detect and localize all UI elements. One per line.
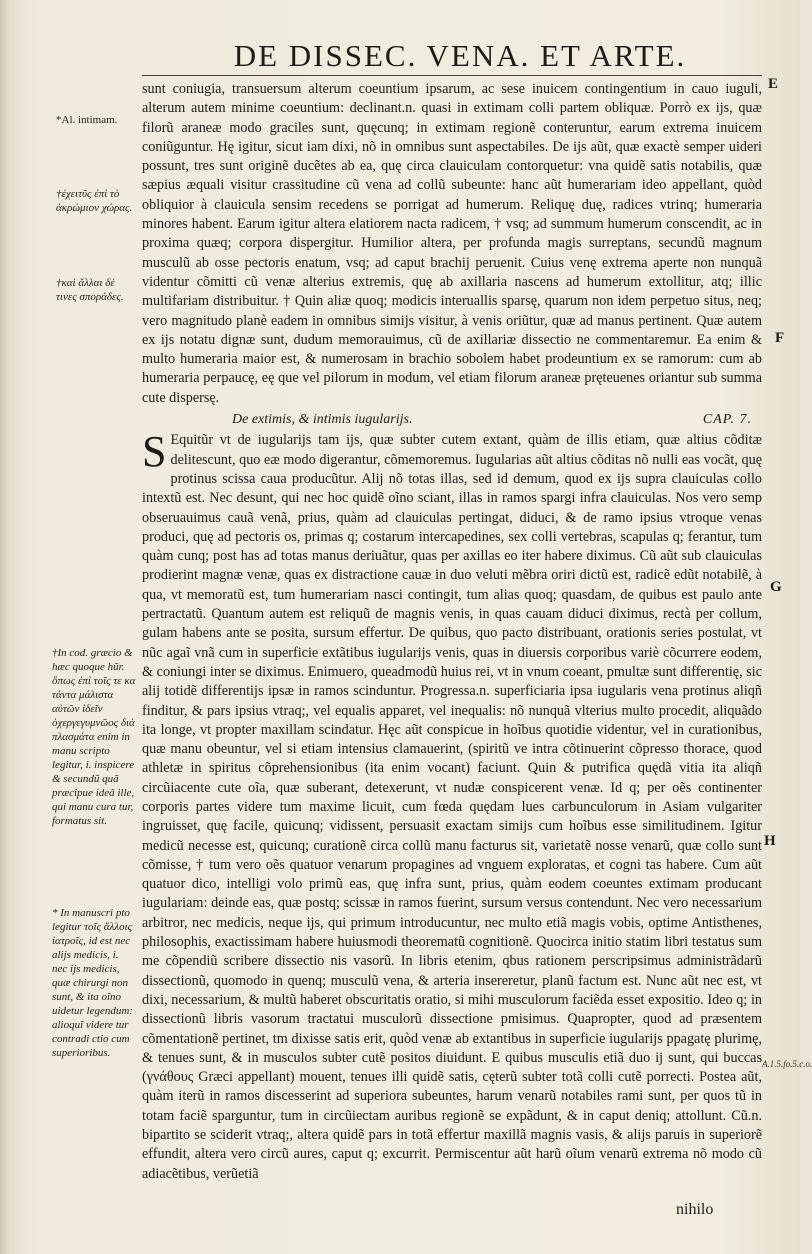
margin-note-1: *Al. intimam. (56, 114, 118, 126)
margin-letter-g: G (770, 579, 782, 595)
margin-note-2: †ἐχειτῦς ἐπὶ τὸ ἀκρώμιον χώρας. (56, 188, 133, 214)
margin-letter-e: E (768, 76, 779, 92)
margin-note-3: †καὶ ἄλλαι δέ τινες σποράδες. (56, 277, 124, 303)
section-heading (142, 410, 762, 429)
margin-letter-f: F (775, 330, 785, 346)
header-rule (142, 75, 762, 76)
page-edge (0, 0, 10, 1254)
catchword: nihilo (676, 1201, 714, 1218)
paragraph-1: sunt coniugia, transuersum alterum coeuntium ipsarum, ac sese inuicem contingentium in cauo iuguli, alterum autem minime coeuntium: declinant.n. quasi in extimam colli partem obliquæ. Porrò ex ijs, quæ filorũ araneæ modo graciles sunt, quęcunq; in extimam regionẽ conteruntur, earum extrema inuicem coniũguntur. Hę igitur, sicut iam dixi, nõ in omnibus sunt aspectabiles. De ijs aũt, quæ exactè semper uideri possunt, tres sunt originẽ ducẽtes ab ea, quę circa clauiculam contorquetur: vna quidẽ satis notabilis, quæ sæpius æquali visitur crassitudine cũ vena ad collũ subeunte: hanc aũt humerariam ideo appellant, quòd obliquior à clauicula sensim recedens se porrigat ad humerum. Reliquę duę, radices vtrinq; humeraria minores habent. Earum igitur altera elatiorem nacta radicem, † vsq; ad summum humerum conscendit, ac in proxima quæq; corpora dispergitur. Humilior altera, per profunda magis surreptans, secundũ magnum musculũ ab osse pectoris enatum, vsq; ad caput brachij peruenit. Cuius venę extrema aperte non nunquã videntur cõmitti cũ venæ alterius extremis, quę ab axillaria nascens ad humerum extollitur, atq; illic multifariam distribuitur. † Quin aliæ quoq; modicis interuallis sparsę, quarum non idem perpetuo situs, neq; vero magnitudo planè eadem in omnibus simijs visitur, à venis oriũtur, quæ ad manus pertinent. Quæ autem ex ijs notatu dignæ sunt, dudum memorauimus, cũ de axillariæ dissectio ne commentaremur. Ea enim & multo humeraria maior est, & numerosam in brachio sobolem habet prodeuntium ex se ramorum: cum ab humeraria perpaucę, eę que vel pilorum in modum, vel etiam filorum araneæ pręteuenes oriantur sub summa cute dispersę. (142, 81, 762, 406)
right-margin-note: A.1.5.fo.5.c.o. (762, 1059, 812, 1069)
page-header: DE DISSEC. VENA. ET ARTE. (233, 38, 687, 73)
margin-letter-h: H (764, 833, 776, 849)
margin-note-4: †In cod. græcio & hæc quoque hũr. ὅπως ἐπὶ τοῖς τε κα τάντα μάλιστα αὐτῶν ἰδεῖν ὀχεργεγυμνῶος διὰ πλασμάτα enim in manu scripto legitur, i. inspicere & secundũ quã præcipue ideã ille, qui manu cura tur, formatus sit. (52, 647, 136, 827)
paragraph-2-text: Equitũr vt de iugularijs tam ijs, quæ subter cutem extant, quàm de illis etiam, quæ altius cõditæ delitescunt, quo eæ modo digerantur, cõmemoremus. Iugularias aũt altius cõditas nõ nulli eas vocãt, quę protinus scissa caua producũtur. Alij nõ totas illas, sed id demum, quod ex ijs supra clauiculas collo intextũ est. Nec desunt, qui nec hoc quidẽ oĩno sciant, illas in ramos spargi infra clauiculas. Nos vero semp obseruauimus cauã venã, prius, quàm ad clauiculas pertingat, diduci, & de ramo ipsius vtroque venas produci, quę ad pectoris os, primas q; costarum intercapedines, sex colli vertebras, scapulas q; ferantur, tum quàm cunq; post has ad totas manus deriuãtur, quas per axillas eo iter habere diximus. Cũ aũt sub clauiculas prodierint magnæ venæ, quas ex distractione cauæ in duo veluti mẽbra oriri dictũ est, radicẽ edũt notabilẽ, à qua, vt memoratũ est, tum humerariam nasci contingit, tum alias quoq; quasdam, de quibus est paulo ante pertractatũ. Quantum autem est reliquũ de magnis venis, in quas cauam diduci diximus, rectà per collum, gulam habens ante se posita, sursum effertur. De quibus, quo pacto distribuant, orationis series postulat, vt nũc agaĩ vnã cum in superficie extãtibus iugularijs venis, quas in diuersis corporibus variè cõcurrere eodem, & coniungi inter se diximus. Enimuero, queadmodũ huius rei, vt in vnum coeant, pmultæ sunt differentię, sic alij totidẽ differentijs ipsæ in ramos scinduntur. Progressa.n. superficiaria ipsa iugularis vena protinus aliqñ finditur, & pars ipsius vtraq;, vel equalis apparet, vel inequalis: nõ nunquã vlterius multo procedit, aliquãdo ita longe, vt propter maxillam scindatur. Hęc aũt conspicue in hoĩbus quotidie videntur, vel in curationibus, quæ manu obeuntur, vel si etiam intensius clamauerint, (spiritũ ve intra cõtinuerint cõpresso thorace, quod athletæ in spiritus cõprehensionibus (ita enim vocant) faciunt. Quin & putrifica quędã vitia ita aliqñ circũiacente cute oĩa, quæ suberant, detexerunt, vt nudæ conspicerent venæ. Id q; per oẽs continenter corporis partes videre tum maxime licuit, cum fœda quędam lues carbunculorum in Asiam vulgariter ingruisset, quę facile, quicunq; vidissent, persuasit exactam simijs cum hoĩbus esse similitudinem. Igitur medicũ necesse est, quicunq; curationẽ circa collũ manu facturus sit, varietatẽ nosse venarũ, quæ collo sunt cõmisse, † tum vero oẽs quatuor venarum propagines ad vnguem exploratas, et cogni tas habere. Cum aũt quatuor dico, intelligi volo primũ eas, quę infra sunt, prius, quàm eodem coeuntes extimam producant iugulariam: deinde eas, quæ postq; scissæ in ramos fuerint, sursum versus contendunt. Nec vero necessarium arbitror, nec medicis, neque ijs, qui primum introducuntur, nec multo etiã magis vobis, optime Antisthenes, philosophis, exactissimam habere huiusmodi theorematũ cognitionẽ. Quocirca initio statim libri testatus sum me cõpendiũ scribere dissectio nis vasorũ. In libris etenim, qbus rationem perscripsimus administrãdarũ dissectionũ, quomodo in quenq; musculũ vena, & arteria insereretur, planũ factum est. Nunc aũt nec est, vt dixi, necessarium, & multũ haberet obscuritatis oratio, si mihi musculorum faciẽda esset expositio. Ideo q; in dissectionũ libris vasorum tractatui musculorũ dissectione pmisimus. Quapropter, quod ad præsentem cõmentationẽ pertinet, tm dixisse satis erit, quòd venæ ab extantibus in superficie iugularijs ppagatę plurimę, & tenues sunt, & in musculos subter cutẽ positos diuidunt. E quibus musculis etiã duo ij sunt, qui buccas (γνάθους Græci appellant) mouent, tenues illi quidẽ satis, cęterũ subter totã colli cutẽ porrecti. Postea aũt, quàm iterũ in ramos discesserint ad superiora subeuntes, harum venarũ notabiles rami sunt, per quos tũ in totam faciẽ sparguntur, tum in circũiectam auribus regionẽ se expãdunt, & in caput deniq; attollunt. Cũ.n. bipartito se sciderit vtraq;, altera quidẽ pars in totã effertur maxillã magnis vasis, & alijs paruis in superiorẽ effundit, altera vero circũ aures, caput q; excurrit. Permiscentur aũt harũ oĩum venarũ extrema nõ modo cũ adiacẽtibus, verũetiã (142, 432, 762, 1182)
chapter-number: CAP. 7. (702, 412, 752, 428)
drop-cap: S (142, 427, 167, 477)
paragraph-2 (142, 427, 762, 1184)
margin-note-5: * In manuscri pto legitur τοῖς ἄλλοις ἰατροῖς, id est nec alijs medicis, i. nec ijs medicis, quæ chirurgi non sunt, & ita oĩno uidetur legendum: alioquĩ videre tur contradi ctio cum superioribus. (52, 907, 133, 1059)
main-text (142, 80, 762, 1184)
section-title: De extimis, & intimis iugularijs. (232, 412, 413, 428)
